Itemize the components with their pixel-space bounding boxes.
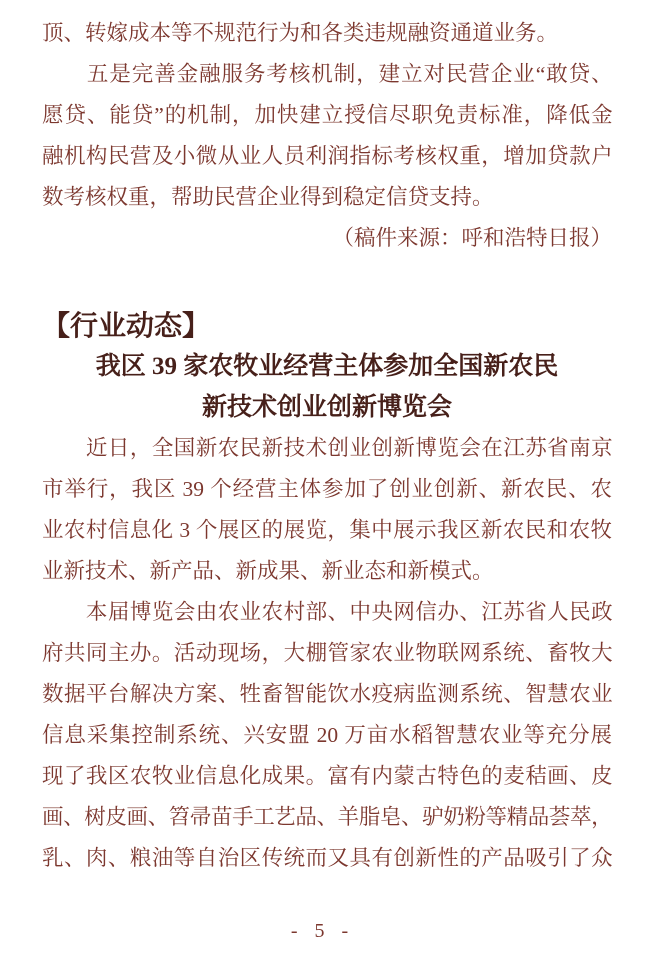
text-line: 业新技术、新产品、新成果、新业态和新模式。 bbox=[42, 559, 494, 583]
article-title-line: 我区 39 家农牧业经营主体参加全国新农民 bbox=[95, 353, 559, 380]
text-line: 愿贷、能贷”的机制，加快建立授信尽职免责标准，降低金 bbox=[42, 103, 612, 127]
article-title-line: 新技术创业创新博览会 bbox=[201, 394, 452, 421]
text-line: 信息采集控制系统、兴安盟 20 万亩水稻智慧农业等充分展 bbox=[42, 723, 612, 747]
source-attribution: （稿件来源：呼和浩特日报） bbox=[332, 226, 612, 250]
text-line: 府共同主办。活动现场，大棚管家农业物联网系统、畜牧大 bbox=[42, 641, 612, 665]
article-body-paragraphs bbox=[42, 428, 612, 879]
finance-excerpt-paragraphs bbox=[42, 13, 612, 259]
text-line: 本届博览会由农业农村部、中央网信办、江苏省人民政 bbox=[42, 600, 612, 624]
text-line: 现了我区农牧业信息化成果。富有内蒙古特色的麦秸画、皮 bbox=[42, 764, 612, 788]
text-line: 五是完善金融服务考核机制，建立对民营企业“敢贷、 bbox=[42, 62, 612, 86]
text-line: 近日，全国新农民新技术创业创新博览会在江苏省南京 bbox=[42, 436, 612, 460]
text-line: 画、树皮画、笤帚苗手工艺品、羊脂皂、驴奶粉等精品荟萃， bbox=[42, 805, 612, 829]
text-line: 顶、转嫁成本等不规范行为和各类违规融资通道业务。 bbox=[42, 21, 559, 45]
section-label-industry-news: 【行业动态】 bbox=[42, 310, 211, 341]
text-line: 数考核权重，帮助民营企业得到稳定信贷支持。 bbox=[42, 185, 494, 209]
text-line: 融机构民营及小微从业人员利润指标考核权重，增加贷款户 bbox=[42, 144, 612, 168]
article-title bbox=[42, 346, 612, 428]
text-line: 数据平台解决方案、牲畜智能饮水疫病监测系统、智慧农业 bbox=[42, 682, 612, 706]
text-line: 业农村信息化 3 个展区的展览，集中展示我区新农民和农牧 bbox=[42, 518, 612, 542]
text-line: 市举行，我区 39 个经营主体参加了创业创新、新农民、农 bbox=[42, 477, 612, 501]
page-number: - 5 - bbox=[290, 920, 355, 942]
text-line: 乳、肉、粮油等自治区传统而又具有创新性的产品吸引了众 bbox=[42, 846, 612, 870]
